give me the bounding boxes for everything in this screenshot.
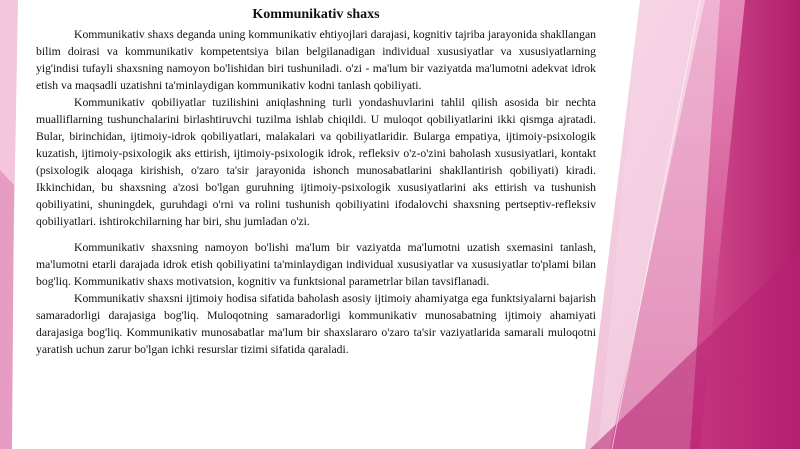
paragraph-3: Kommunikativ shaxsning namoyon bo'lishi ma'lum bir vaziyatda ma'lumotni uzatish sxemasini tanlash, ma'lumotni etarli darajada idrok etish qobiliyatini ta'minlaydigan individual xususiyatlar va xususiyatlar to'plami bilan bog'liq. Kommunikativ shaxs motivatsion, kognitiv va funktsional parametrlar bilan tavsiflanadi. [36, 241, 596, 288]
paragraph-gap [36, 230, 596, 239]
paragraph-1: Kommunikativ shaxs deganda uning kommunikativ ehtiyojlari darajasi, kognitiv tajriba jarayonida shakllangan bilim doirasi va kommunikativ kompetentsiya bilan belgilanadigan individual xususiyatlar va xususiyatlarning yig'indisi tufayli shaxsning namoyon bo'lishidan biri tushuniladi. o'zi - ma'lum bir vaziyatda ma'lumotni adekvat idrok etish va maqsadli uzatishni ta'minlaydigan kommunikativ kodni tanlash qobiliyati. [36, 28, 596, 92]
slide-title: Kommunikativ shaxs [252, 7, 380, 22]
left-accent-band [0, 170, 14, 449]
paragraph-4: Kommunikativ shaxsni ijtimoiy hodisa sifatida baholash asosiy ijtimoiy ahamiyatga ega funktsiyalarni bajarish samaradorligi darajasiga bog'liq. Muloqotning samaradorligi kommunikativ munosabatning ijtimoiy ahamiyati darajasiga bog'liq. Kommunikativ munosabatlar ma'lum bir shaxslararo o'zaro ta'sir vaziyatlarida samarali muloqotni yaratish uchun zarur bo'lgan ichki resurslar tizimi sifatida qaraladi. [36, 292, 596, 356]
text-content [36, 5, 596, 358]
paragraph-2: Kommunikativ qobiliyatlar tuzilishini aniqlashning turli yondashuvlarini tahlil qilish asosida bir nechta mualliflarning tushunchalarini birlashtiruvchi tuzilma ishlab chiqildi. U muloqot qobiliyatlarini ikki qismga ajratadi. Bular, birinchidan, ijtimoiy-idrok qobiliyatlari, malakalari va qobiliyatlaridir. Bularga empatiya, ijtimoiy-psixologik kuzatish, ijtimoiy-psixologik aks ettirish, ijtimoiy-psixologik idrok, refleksiv o'z-o'zini baholash xususiyatlari, kontakt (psixologik aloqaga kirishish, o'zaro ta'sir jarayonida ishonch munosabatlarini shakllantirish qobiliyati) kiradi. Ikkinchidan, bu shaxsning a'zosi bo'lgan guruhning ijtimoiy-psixologik xususiyatlarini aks ettirish va tushunish qobiliyatini, shuningdek, guruhdagi o'rni va rolini tushunish qobiliyatini ifodalovchi shaxsning pertseptiv-refleksiv qobiliyatlari. ishtirokchilarning har biri, shu jumladan o'zi. [36, 96, 596, 228]
